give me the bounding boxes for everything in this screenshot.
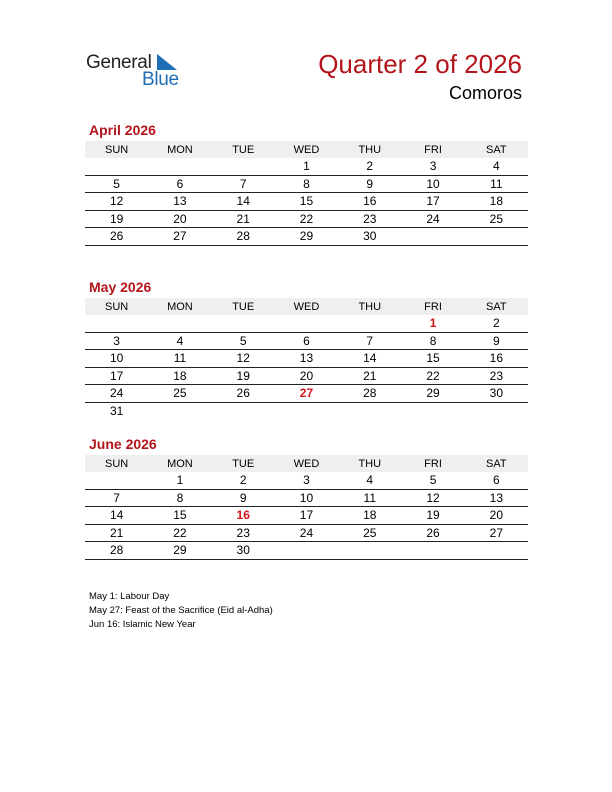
day-cell: 21 [338, 367, 401, 385]
day-cell: 14 [338, 350, 401, 368]
empty-day-cell [212, 402, 275, 419]
weekday-header-row [85, 298, 528, 315]
empty-day-cell [85, 472, 148, 489]
month-title: May 2026 [89, 279, 152, 295]
day-cell: 22 [275, 210, 338, 228]
weekday-header: WED [275, 141, 338, 158]
weekday-header: SAT [465, 298, 528, 315]
logo-blue-text: Blue [142, 69, 179, 90]
day-cell: 6 [465, 472, 528, 489]
day-cell: 5 [85, 175, 148, 193]
day-cell: 16 [465, 350, 528, 368]
weekday-header: TUE [212, 141, 275, 158]
holiday-day-cell: 16 [212, 507, 275, 525]
day-cell: 11 [148, 350, 211, 368]
week-row [85, 402, 528, 419]
day-cell: 22 [401, 367, 464, 385]
logo-general-text: General [86, 52, 152, 73]
weekday-header-row [85, 141, 528, 158]
day-cell: 15 [275, 193, 338, 211]
week-row [85, 175, 528, 193]
empty-day-cell [85, 315, 148, 332]
day-cell: 21 [212, 210, 275, 228]
day-cell: 4 [148, 332, 211, 350]
month-title: April 2026 [89, 122, 156, 138]
day-cell: 8 [275, 175, 338, 193]
weekday-header: THU [338, 298, 401, 315]
weekday-header: FRI [401, 141, 464, 158]
empty-day-cell [465, 228, 528, 246]
day-cell: 13 [465, 489, 528, 507]
month-june [85, 436, 528, 560]
day-cell: 27 [465, 524, 528, 542]
day-cell: 14 [212, 193, 275, 211]
day-cell: 10 [275, 489, 338, 507]
calendar-table [85, 298, 528, 419]
week-row [85, 472, 528, 489]
day-cell: 13 [275, 350, 338, 368]
page-title: Quarter 2 of 2026 [318, 49, 522, 79]
weekday-header: THU [338, 455, 401, 472]
calendar-table [85, 455, 528, 560]
day-cell: 28 [85, 542, 148, 560]
day-cell: 31 [109, 403, 124, 418]
day-cell: 15 [401, 350, 464, 368]
day-cell: 25 [338, 524, 401, 542]
weekday-header: SUN [85, 298, 148, 315]
empty-day-cell [401, 402, 464, 419]
day-cell: 9 [212, 489, 275, 507]
day-cell: 24 [275, 524, 338, 542]
empty-day-cell [148, 315, 211, 332]
day-cell: 18 [465, 193, 528, 211]
week-row [85, 193, 528, 211]
weekday-header: WED [275, 455, 338, 472]
day-cell: 13 [148, 193, 211, 211]
day-cell: 18 [338, 507, 401, 525]
week-row [85, 507, 528, 525]
month-may [85, 279, 528, 419]
week-row [85, 385, 528, 403]
weekday-header: WED [275, 298, 338, 315]
weekday-header: MON [148, 141, 211, 158]
day-cell: 5 [401, 472, 464, 489]
day-cell: 16 [338, 193, 401, 211]
holiday-notes [89, 590, 273, 632]
day-cell: 22 [148, 524, 211, 542]
day-cell: 2 [465, 315, 528, 332]
day-cell: 4 [465, 158, 528, 175]
day-cell: 24 [401, 210, 464, 228]
day-cell: 3 [401, 158, 464, 175]
day-cell: 20 [465, 507, 528, 525]
day-cell: 5 [212, 332, 275, 350]
day-cell: 6 [148, 175, 211, 193]
week-row [85, 228, 528, 246]
weekday-header: SUN [85, 455, 148, 472]
day-cell: 23 [212, 524, 275, 542]
day-cell: 1 [148, 472, 211, 489]
empty-day-cell [465, 402, 528, 419]
day-cell: 7 [338, 332, 401, 350]
day-cell: 17 [85, 367, 148, 385]
day-cell: 3 [275, 472, 338, 489]
empty-day-cell [148, 158, 211, 175]
day-cell: 11 [465, 175, 528, 193]
day-cell: 20 [148, 210, 211, 228]
day-cell: 12 [401, 489, 464, 507]
holiday-note: May 27: Feast of the Sacrifice (Eid al-Adha) [89, 605, 273, 616]
weekday-header: SAT [465, 141, 528, 158]
week-row [85, 158, 528, 175]
weekday-header: SAT [465, 455, 528, 472]
day-cell: 28 [212, 228, 275, 246]
weekday-header: MON [148, 298, 211, 315]
empty-day-cell [148, 402, 211, 419]
day-cell: 30 [465, 385, 528, 403]
week-row [85, 367, 528, 385]
day-cell: 23 [465, 367, 528, 385]
day-cell: 7 [85, 489, 148, 507]
day-cell: 17 [401, 193, 464, 211]
empty-day-cell [275, 542, 338, 560]
day-cell: 8 [401, 332, 464, 350]
day-cell: 2 [212, 472, 275, 489]
day-cell: 8 [148, 489, 211, 507]
day-cell: 26 [401, 524, 464, 542]
day-cell: 3 [85, 332, 148, 350]
empty-day-cell [338, 542, 401, 560]
day-cell: 30 [338, 228, 401, 246]
empty-day-cell [275, 315, 338, 332]
day-cell: 12 [212, 350, 275, 368]
day-cell: 23 [338, 210, 401, 228]
day-cell: 28 [338, 385, 401, 403]
day-cell: 30 [212, 542, 275, 560]
day-cell: 17 [275, 507, 338, 525]
day-cell: 25 [465, 210, 528, 228]
calendar-table [85, 141, 528, 246]
day-cell: 20 [275, 367, 338, 385]
empty-day-cell [85, 158, 148, 175]
weekday-header: FRI [401, 298, 464, 315]
empty-day-cell [212, 315, 275, 332]
empty-day-cell [401, 228, 464, 246]
weekday-header-row [85, 455, 528, 472]
day-cell: 26 [85, 228, 148, 246]
day-cell: 29 [401, 385, 464, 403]
day-cell: 9 [338, 175, 401, 193]
day-cell: 6 [275, 332, 338, 350]
holiday-note: Jun 16: Islamic New Year [89, 619, 196, 630]
day-cell: 9 [465, 332, 528, 350]
week-row [85, 489, 528, 507]
day-cell: 24 [85, 385, 148, 403]
day-cell: 10 [85, 350, 148, 368]
week-row [85, 350, 528, 368]
empty-day-cell [401, 542, 464, 560]
empty-day-cell [465, 542, 528, 560]
weekday-header: FRI [401, 455, 464, 472]
day-cell: 12 [85, 193, 148, 211]
day-cell: 19 [212, 367, 275, 385]
day-cell: 29 [148, 542, 211, 560]
week-row [85, 542, 528, 560]
day-cell: 7 [212, 175, 275, 193]
week-row [85, 210, 528, 228]
day-cell: 11 [338, 489, 401, 507]
logo-flag-icon [157, 54, 179, 70]
empty-day-cell [338, 315, 401, 332]
weekday-header: SUN [85, 141, 148, 158]
day-cell: 25 [148, 385, 211, 403]
day-cell: 10 [401, 175, 464, 193]
holiday-note: May 1: Labour Day [89, 591, 170, 602]
week-row [85, 315, 528, 332]
weekday-header: TUE [212, 298, 275, 315]
holiday-day-cell: 1 [401, 315, 464, 332]
day-cell: 1 [275, 158, 338, 175]
country-name: Comoros [448, 83, 522, 103]
day-cell: 4 [338, 472, 401, 489]
month-april [85, 122, 528, 246]
empty-day-cell [275, 402, 338, 419]
day-cell: 26 [212, 385, 275, 403]
day-cell: 14 [85, 507, 148, 525]
day-cell: 21 [85, 524, 148, 542]
day-cell: 2 [338, 158, 401, 175]
day-cell: 18 [148, 367, 211, 385]
day-cell: 27 [148, 228, 211, 246]
day-cell: 19 [85, 210, 148, 228]
empty-day-cell [338, 402, 401, 419]
weekday-header: THU [338, 141, 401, 158]
weekday-header: TUE [212, 455, 275, 472]
day-cell: 19 [401, 507, 464, 525]
empty-day-cell [212, 158, 275, 175]
week-row [85, 332, 528, 350]
day-cell: 29 [275, 228, 338, 246]
week-row [85, 524, 528, 542]
weekday-header: MON [148, 455, 211, 472]
day-cell: 15 [148, 507, 211, 525]
logo [86, 52, 186, 92]
holiday-day-cell: 27 [275, 385, 338, 403]
month-title: June 2026 [89, 436, 157, 452]
